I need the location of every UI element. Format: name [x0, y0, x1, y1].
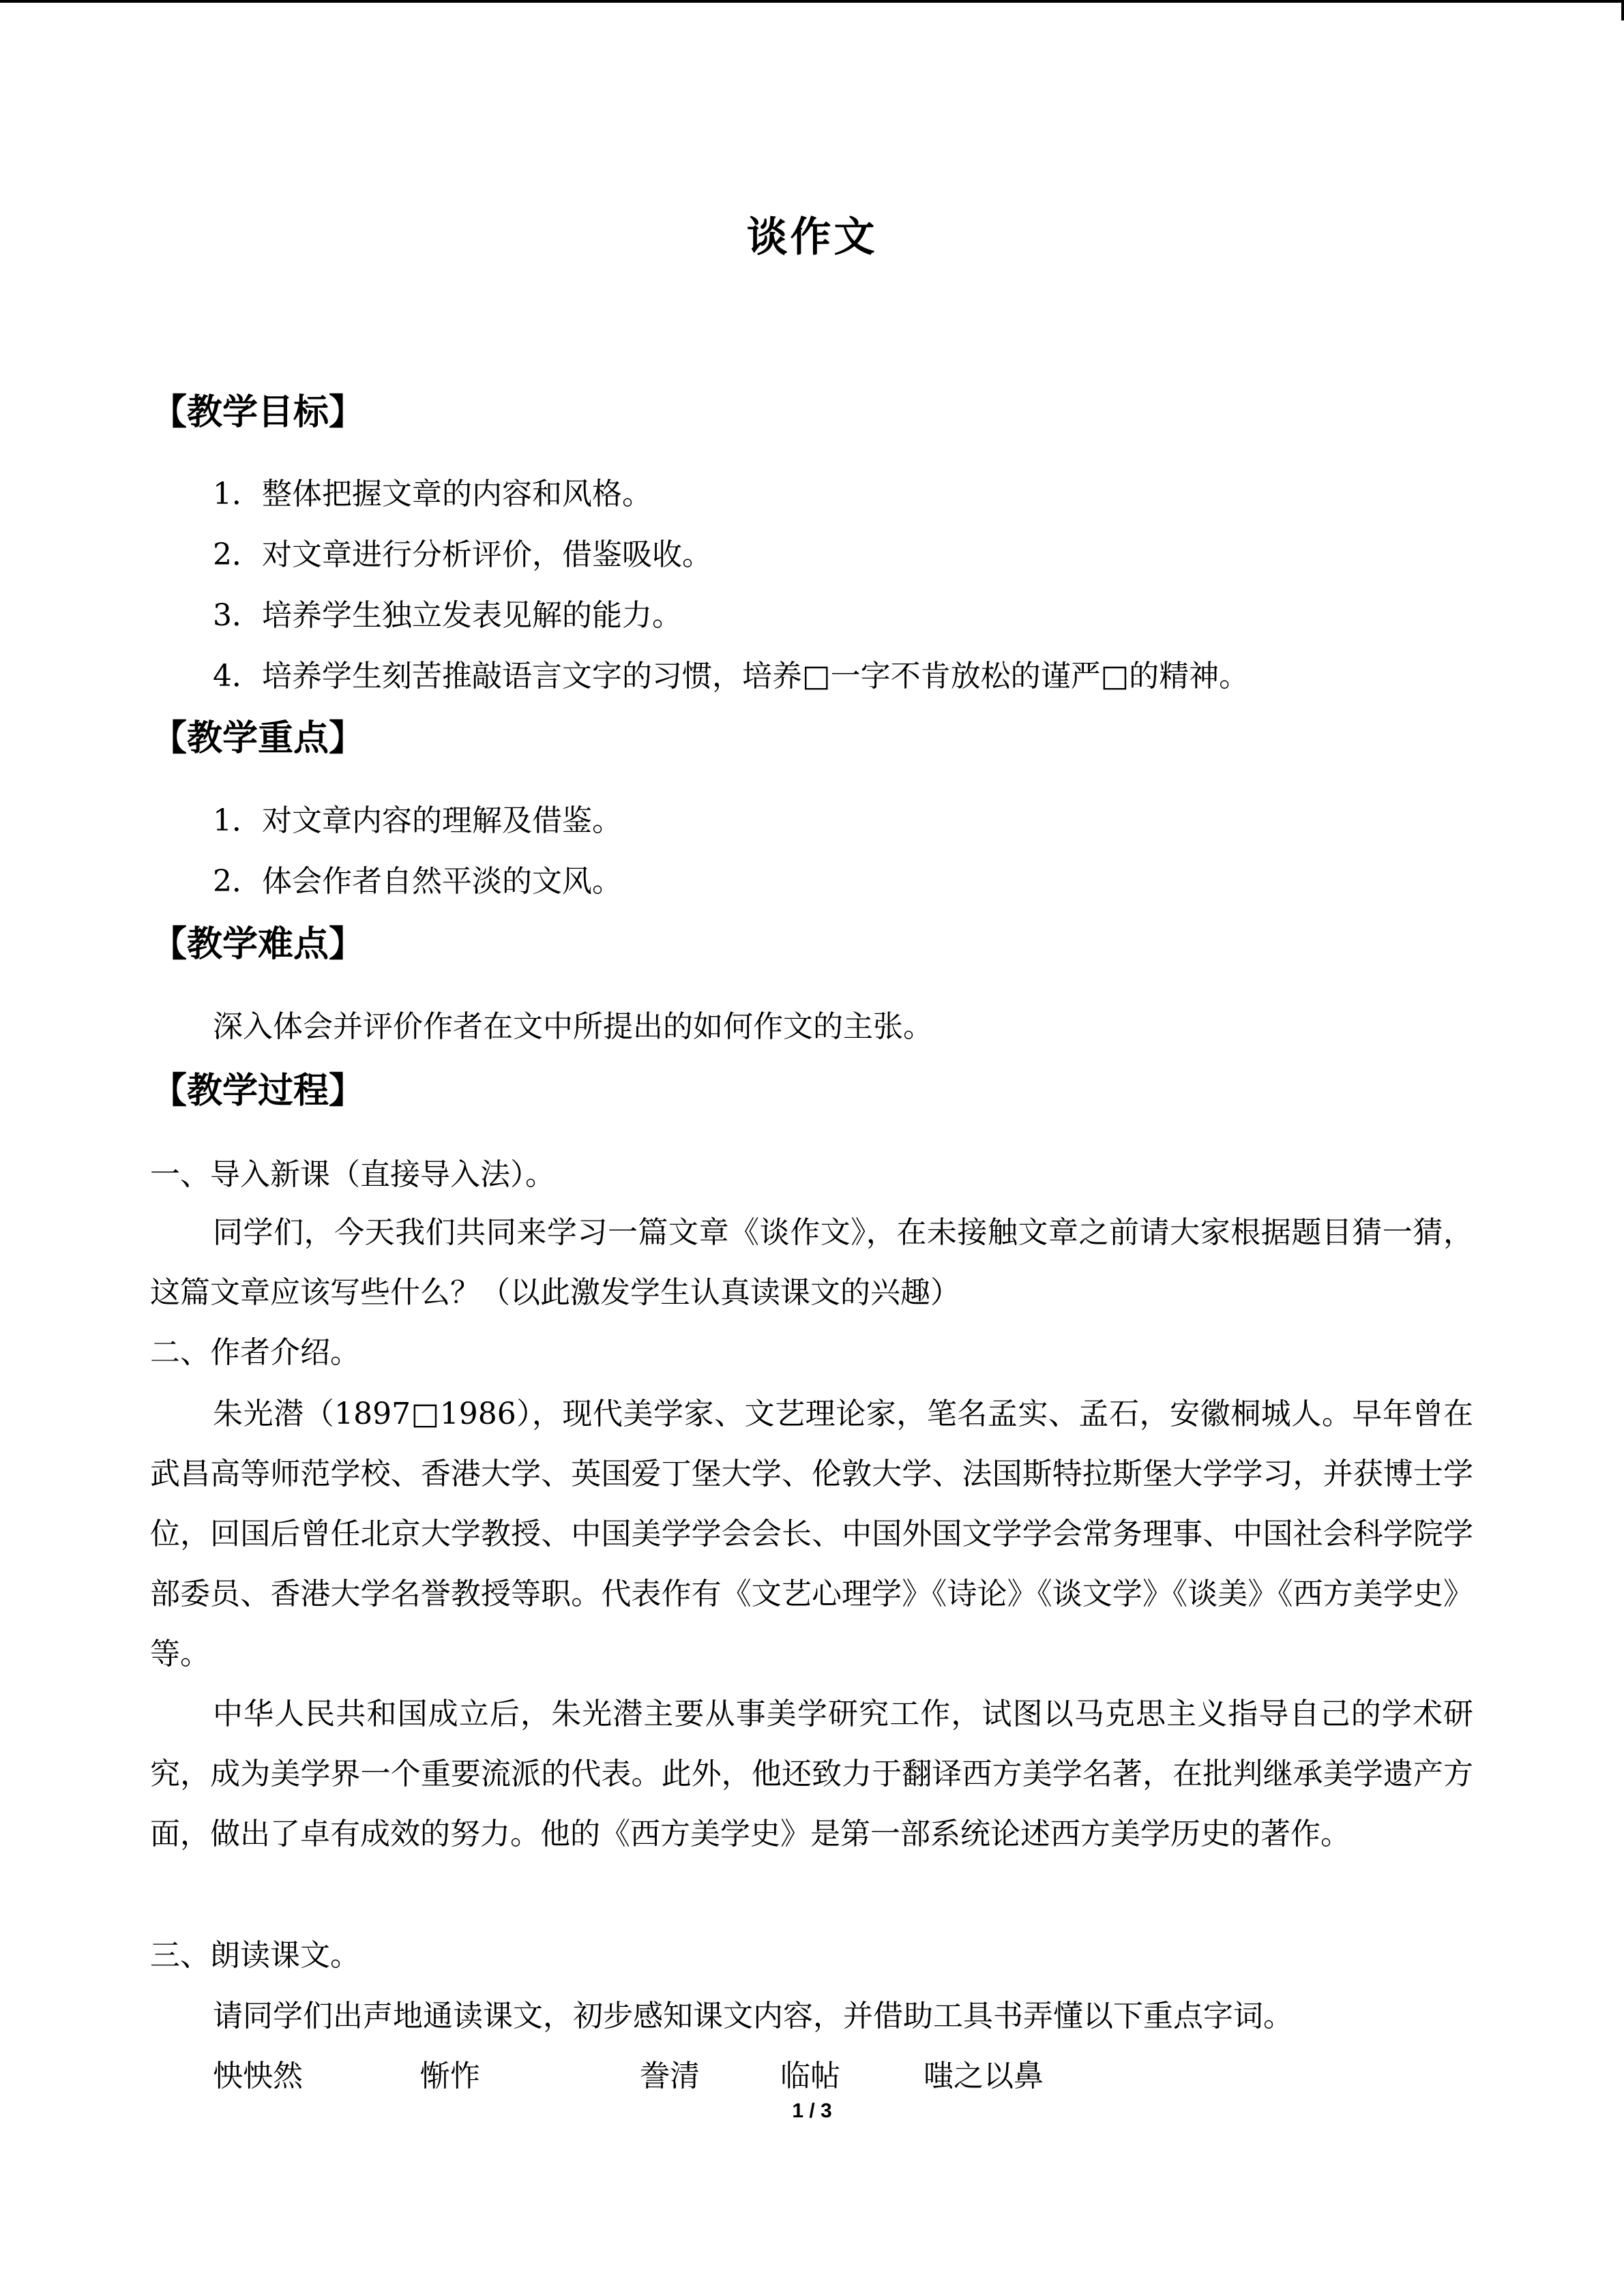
page-number: 1 / 3 [792, 2100, 832, 2122]
vocab-word: 临帖 [780, 2059, 840, 2093]
heading-objectives: 【教学目标】 [151, 392, 365, 433]
heading-process: 【教学过程】 [151, 1071, 365, 1112]
objective-item-3: 3．培养学生独立发表见解的能力。 [213, 598, 682, 633]
step-3-text: 请同学们出声地通读课文，初步感知课文内容，并借助工具书弄懂以下重点字词。 [213, 1999, 1293, 2033]
step-3-title: 三、朗读课文。 [150, 1938, 360, 1973]
key-point-item-1: 1．对文章内容的理解及借鉴。 [213, 803, 622, 838]
step-1-text: 同学们，今天我们共同来学习一篇文章《谈作文》，在未接触文章之前请大家根据题目猜一猜，这篇文章应该写些什么？（以此激发学生认真读课文的兴趣） [150, 1215, 1473, 1310]
step-1-title: 一、导入新课（直接导入法）。 [150, 1157, 555, 1192]
vocab-word: 惭怍 [420, 2059, 480, 2093]
vocab-word: 誊清 [640, 2059, 700, 2093]
corner-mark [1621, 0, 1624, 20]
objective-item-2: 2．对文章进行分析评价，借鉴吸收。 [213, 537, 712, 572]
top-border-line [0, 0, 1624, 3]
objective-item-1: 1．整体把握文章的内容和风格。 [213, 477, 652, 511]
vocab-word: 怏怏然 [213, 2059, 303, 2093]
page-title: 谈作文 [746, 213, 878, 261]
heading-key-points: 【教学重点】 [151, 718, 365, 759]
vocab-word: 嗤之以鼻 [924, 2059, 1044, 2093]
step-2-paragraph-2: 中华人民共和国成立后，朱光潜主要从事美学研究工作，试图以马克思主义指导自己的学术研究，成为美学界一个重要流派的代表。此外，他还致力于翻译西方美学名著，在批判继承美学遗产方面，做出了卓有成效的努力。他的《西方美学史》是第一部系统论述西方美学历史的著作。 [150, 1697, 1473, 1851]
step-2-paragraph-1: 朱光潜（1897□1986），现代美学家、文艺理论家，笔名孟实、孟石，安徽桐城人。早年曾在武昌高等师范学校、香港大学、英国爱丁堡大学、伦敦大学、法国斯特拉斯堡大学学习，并获博士学位，回国后曾任北京大学教授、中国美学学会会长、中国外国文学学会常务理事、中国社会科学院学部委员、香港大学名誉教授等职。代表作有《文艺心理学》《诗论》《谈文学》《谈美》《西方美学史》等。 [150, 1397, 1473, 1671]
step-2-title: 二、作者介绍。 [150, 1335, 360, 1370]
objective-item-4: 4．培养学生刻苦推敲语言文字的习惯，培养□一字不肯放松的谨严□的精神。 [213, 659, 1250, 694]
key-point-item-2: 2．体会作者自然平淡的文风。 [213, 864, 622, 899]
difficulty-text: 深入体会并评价作者在文中所提出的如何作文的主张。 [213, 1009, 933, 1044]
heading-difficulties: 【教学难点】 [151, 924, 365, 965]
